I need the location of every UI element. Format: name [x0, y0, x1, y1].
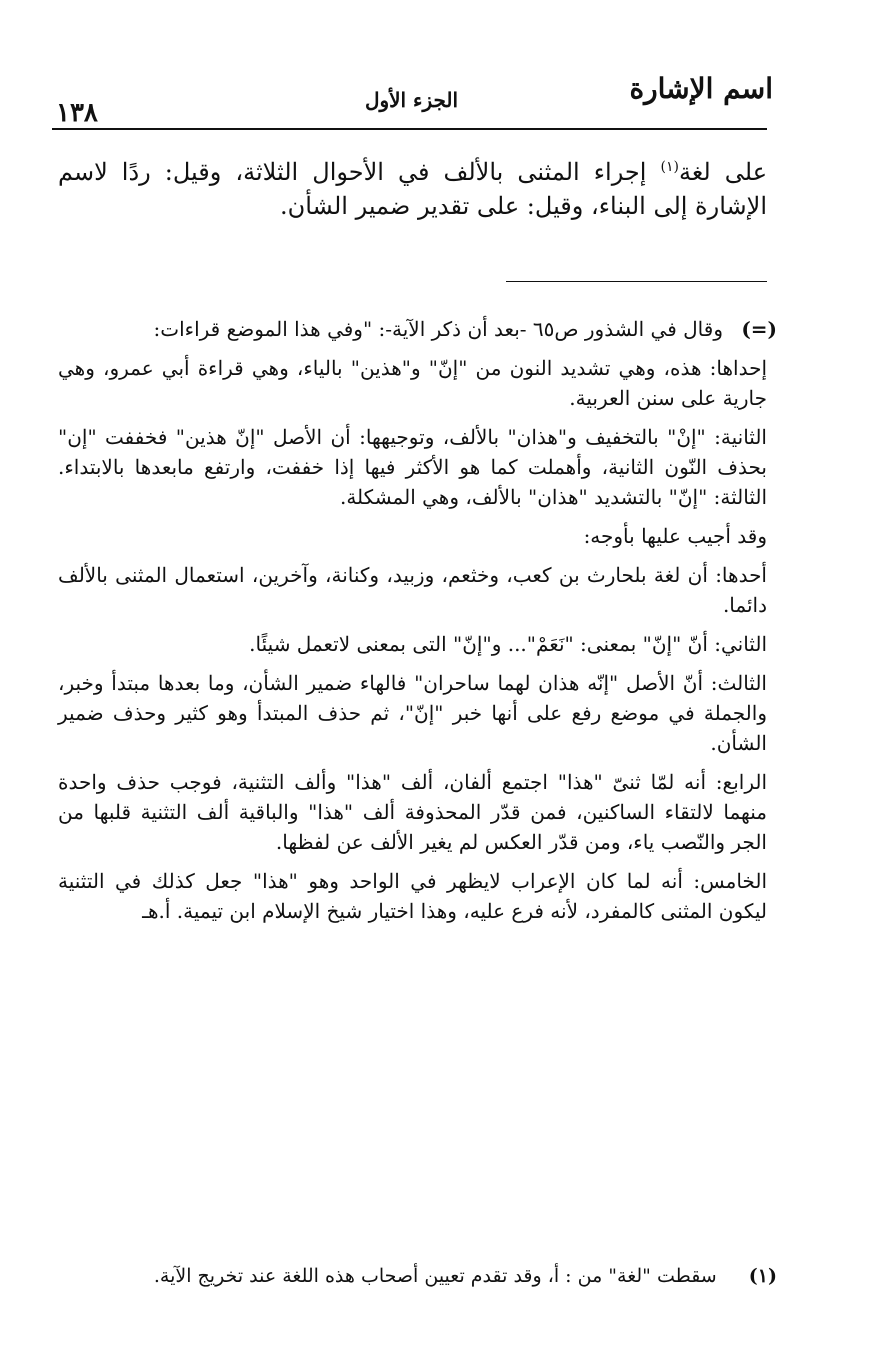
note-marker: (=): [741, 317, 777, 341]
footnote-reference: (١): [660, 159, 679, 175]
main-paragraph: [58, 150, 767, 223]
note-paragraph: الثانية: "إنْ" بالتخفيف و"هذان" بالألف، وتوجيهها: أن الأصل "إنّ هذين" فخففت "إن" بحذف النّون الثانية، وأهملت كما هو الأكثر فيها إذا خففت، وارتفع مابعدها بالابتداء. الثالثة: "إنّ" بالتشديد "هذان" بالألف، وهي المشكلة.: [58, 425, 767, 509]
main-text-rest: إجراء المثنى بالألف في الأحوال الثلاثة، وقيل: ردًا لاسم الإشارة إلى البناء، وقيل: على تقدير ضمير الشأن.: [58, 158, 767, 220]
note-paragraph: [58, 314, 777, 344]
note-paragraph: إحداها: هذه، وهي تشديد النون من "إنّ" و"هذين" بالياء، وهي قراءة أبي عمرو، وهي جارية على سنن العربية.: [58, 356, 767, 410]
running-header: [50, 66, 773, 126]
header-rule: [52, 128, 767, 130]
main-text-start: على لغة: [678, 158, 768, 186]
footnote-separator: [506, 281, 767, 282]
continued-note-block: [58, 314, 777, 935]
footnote-text: سقطت "لغة" من : أ، وقد تقدم تعيين أصحاب هذه اللغة عند تخريج الآية.: [153, 1265, 717, 1287]
note-paragraph: الخامس: أنه لما كان الإعراب لايظهر في الواحد وهو "هذا" جعل كذلك في التثنية ليكون المثنى كالمفرد، لأنه فرع عليه، وهذا اختيار شيخ الإسلام ابن تيمية. أ.هـ: [58, 869, 767, 923]
part-title: الجزء الأول: [364, 88, 459, 112]
chapter-title: اسم الإشارة: [629, 72, 773, 105]
note-paragraph: الثاني: أنّ "إنّ" بمعنى: "نَعَمْ"... و"إنّ" التى بمعنى لاتعمل شيئًا.: [249, 632, 767, 656]
note-paragraph: وقد أجيب عليها بأوجه:: [583, 524, 767, 548]
note-text: وقال في الشذور ص٦٥ -بعد أن ذكر الآية-: "وفي هذا الموضع قراءات:: [153, 317, 723, 341]
note-paragraph: الرابع: أنه لمّا ثنىّ "هذا" اجتمع ألفان، ألف "هذا" وألف التثنية، فوجب حذف واحدة منهما لالتقاء الساكنين، فمن قدّر المحذوفة ألف "هذا" والباقية ألف التثنية قلبها من الجر والنّصب ياء، ومن قدّر العكس لم يغير الألف عن لفظها.: [58, 770, 767, 854]
note-paragraph: أحدها: أن لغة بلحارث بن كعب، وخثعم، وزبيد، وكنانة، وآخرين، استعمال المثنى بالألف دائما.: [58, 563, 767, 617]
footnote: [58, 1262, 777, 1290]
page-number: ١٣٨: [56, 98, 98, 128]
footnote-number: (١): [748, 1265, 777, 1287]
note-paragraph: الثالث: أنّ الأصل "إنّه هذان لهما ساحران" فالهاء ضمير الشأن، وما بعدها مبتدأ وخبر، والجملة في موضع رفع على أنها خبر "إنّ"، ثم حذف المبتدأ وهو كثير وحذف ضمير الشأن.: [58, 671, 767, 755]
main-text: [58, 150, 767, 223]
